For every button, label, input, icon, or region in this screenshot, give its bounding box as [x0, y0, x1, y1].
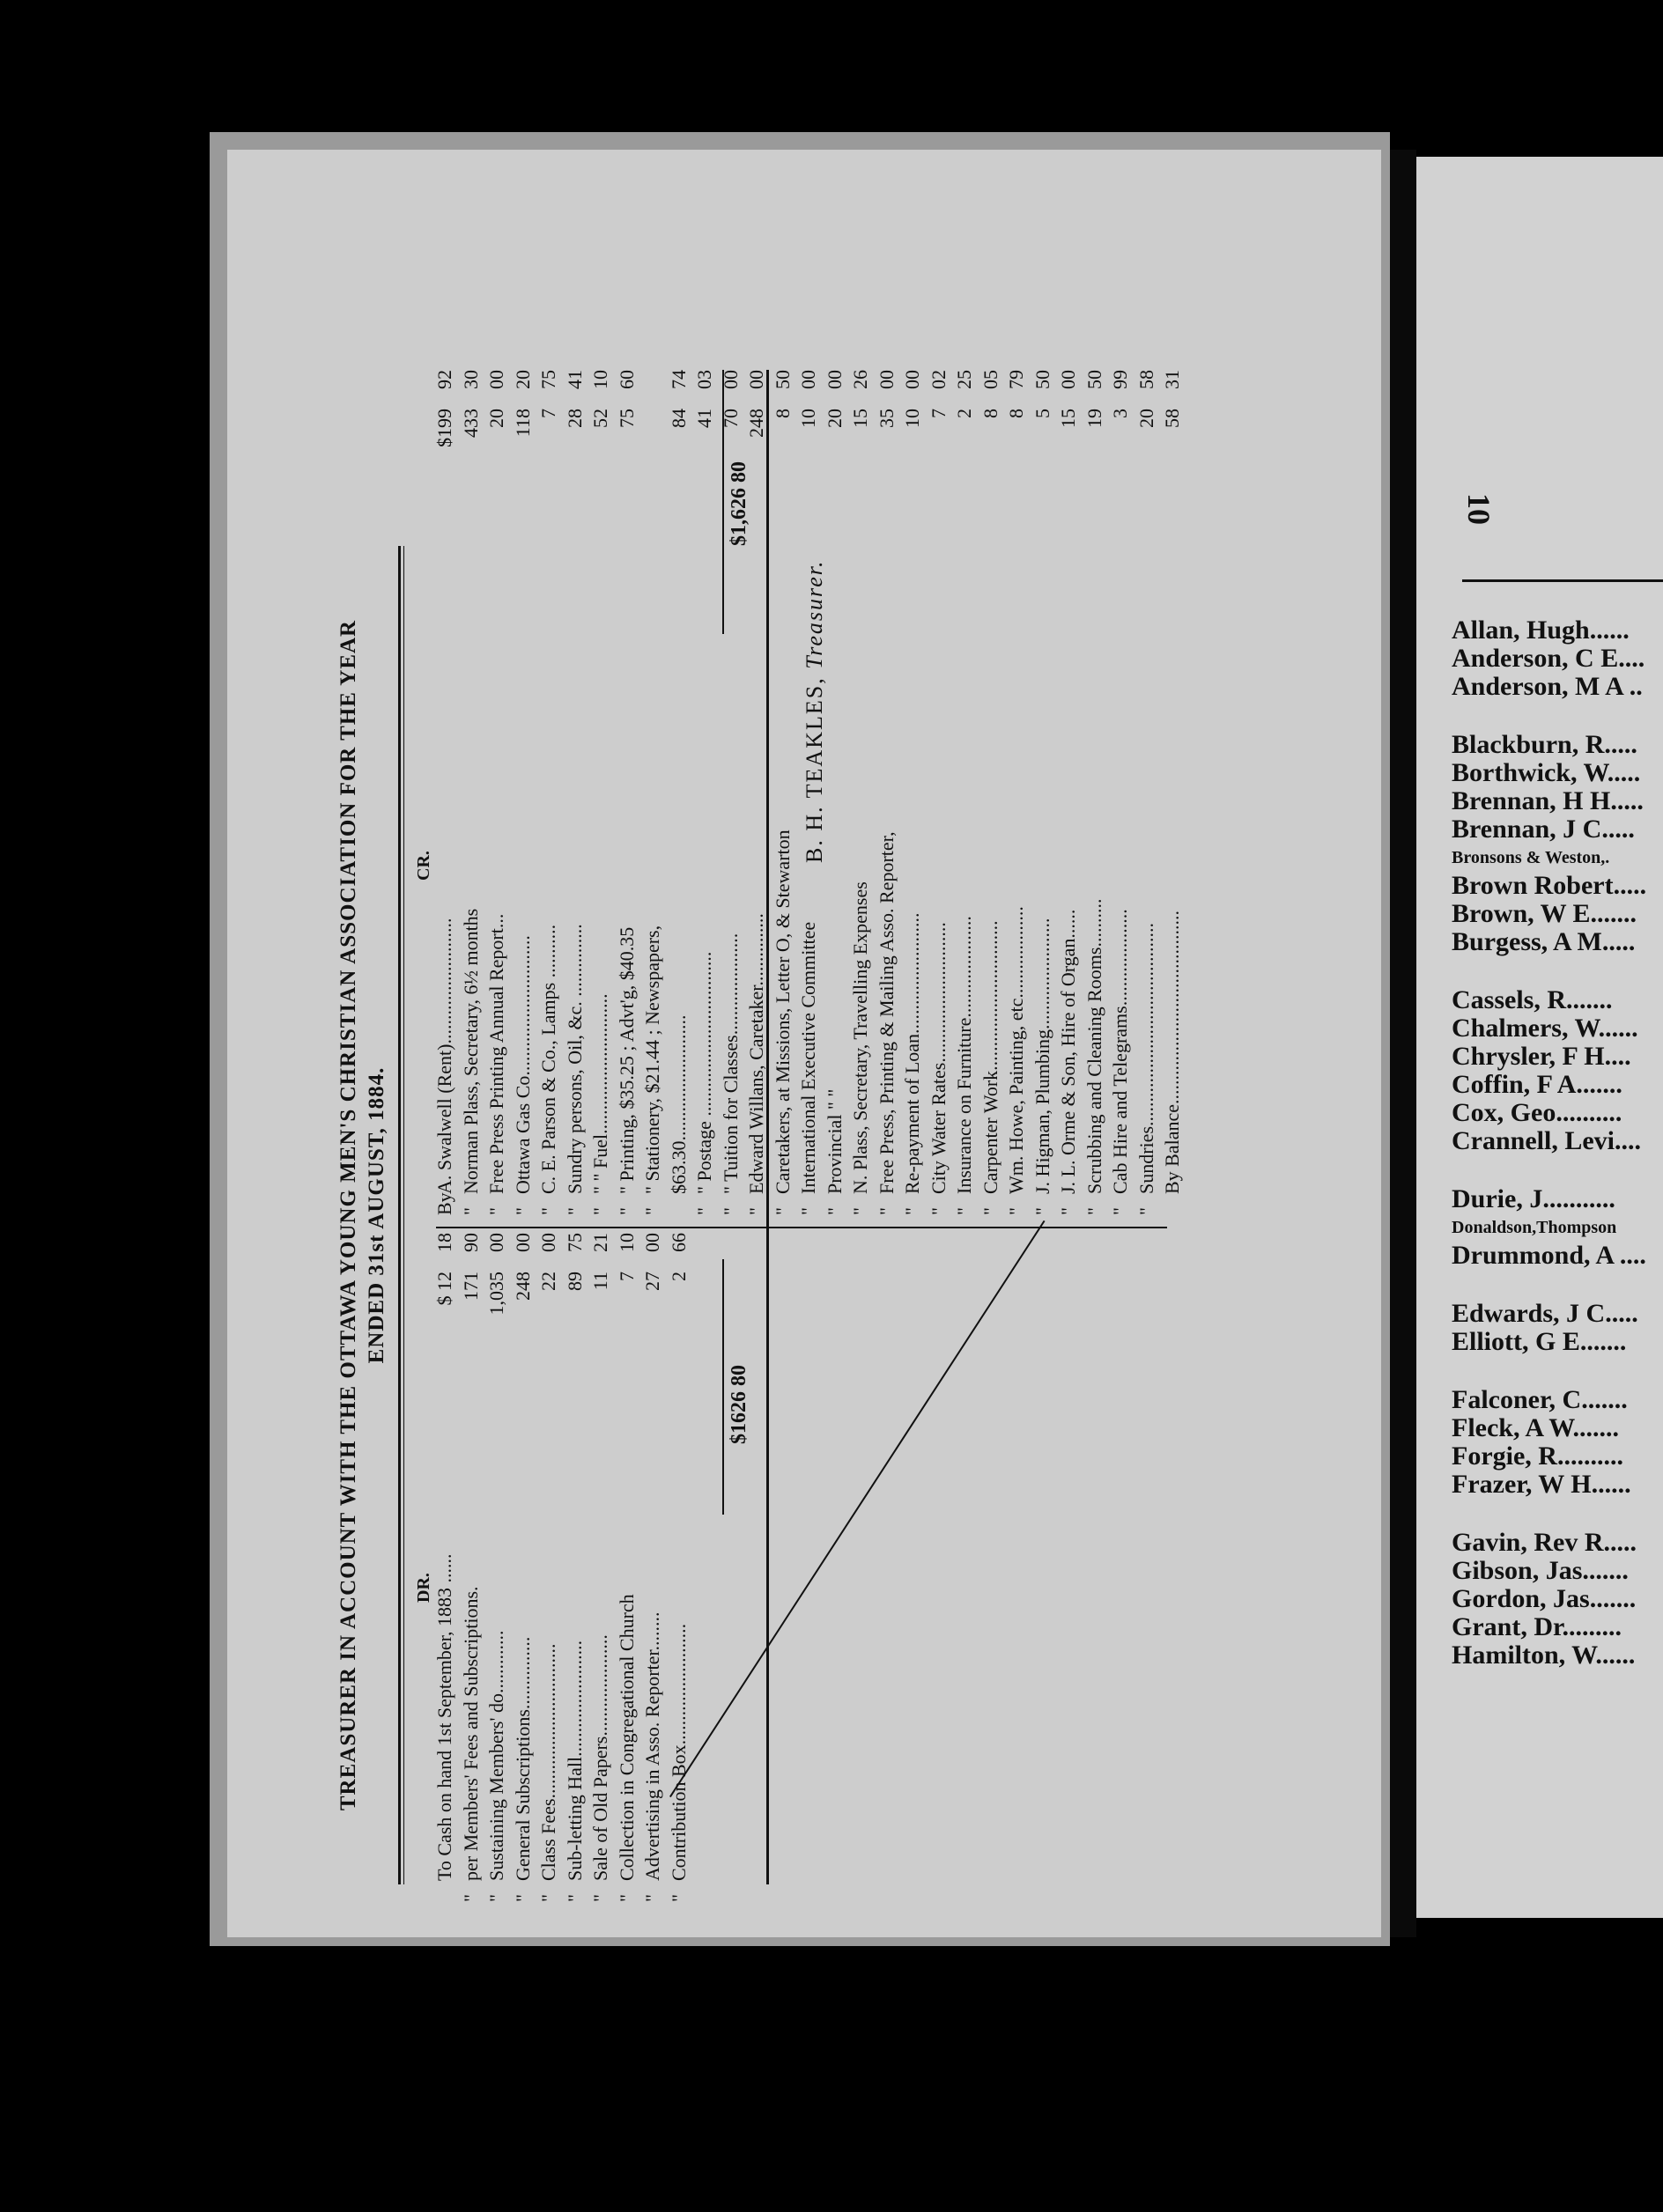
subscriber-name: Gordon, Jas.......: [1452, 1584, 1637, 1613]
name-group-gap: [1452, 956, 1646, 986]
credit-row: [770, 370, 796, 1215]
credit-row: [1134, 370, 1160, 1215]
credit-cents: 00: [875, 370, 898, 389]
credit-label: Scrubbing and Cleaning Rooms..........: [1083, 898, 1105, 1194]
debit-amount: $ 12: [433, 1272, 455, 1306]
credit-label: Caretakers, at Missions, Letter O, & Stewarton: [771, 830, 794, 1194]
subscriber-name: Anderson, M A ..: [1452, 672, 1643, 701]
credit-cents: 00: [1057, 370, 1079, 389]
debit-cents: 66: [667, 1233, 690, 1252]
debit-cents: 90: [459, 1233, 482, 1252]
credit-label: Sundries..........................................: [1135, 923, 1157, 1194]
credit-label: Edward Willans, Caretaker...............: [745, 913, 767, 1194]
credit-amount: 19: [1083, 409, 1105, 428]
credit-row: [874, 370, 900, 1215]
debit-ditto: ": [615, 1894, 638, 1902]
subscriber-name: Allan, Hugh......: [1452, 616, 1630, 645]
credit-amount: 15: [849, 409, 871, 428]
credit-label: " Tuition for Classes.....................: [719, 933, 742, 1194]
credit-cents: 03: [693, 370, 715, 389]
credit-ditto: ": [719, 1207, 742, 1215]
credit-cents: 58: [1135, 370, 1157, 389]
credit-amount: 8: [1005, 409, 1027, 418]
credit-amount: 8: [771, 409, 794, 418]
title-rule-thick: [398, 546, 401, 1884]
debit-heading: DR.: [414, 1573, 433, 1603]
debit-label: Sustaining Members' do.............: [485, 1630, 507, 1881]
credit-amount: 433: [459, 409, 482, 438]
debit-amount: 248: [511, 1272, 534, 1301]
debit-row: [510, 1233, 536, 1902]
subscriber-name: Chrysler, F H....: [1452, 1042, 1631, 1071]
credit-cents: 30: [459, 370, 482, 389]
credit-amount: 20: [1135, 409, 1157, 428]
debit-cents: 21: [589, 1233, 611, 1252]
subscriber-name: Brennan, J C.....: [1452, 815, 1635, 844]
credit-amount: 28: [563, 409, 586, 428]
title-line-2: ENDED 31st AUGUST, 1884.: [365, 1066, 388, 1364]
credit-ditto: ": [953, 1207, 975, 1215]
debit-row: [639, 1233, 666, 1902]
credit-row: [899, 370, 926, 1215]
credit-ditto: ": [511, 1207, 534, 1215]
debit-row: [536, 1233, 562, 1902]
credit-label: Re-payment of Loan.........................: [901, 912, 923, 1194]
credit-label: Wm. Howe, Painting, etc...................: [1005, 906, 1027, 1194]
debit-row: [562, 1233, 588, 1902]
credit-label: C. E. Parson & Co., Lamps ...........: [537, 924, 559, 1194]
credit-label: A. Swalwell (Rent)..........................: [433, 918, 455, 1194]
credit-ditto: ": [563, 1207, 586, 1215]
signature-title: Treasurer.: [802, 559, 827, 669]
credit-row: [432, 370, 458, 1215]
credit-label: By Balance........................................: [1161, 910, 1183, 1194]
debit-cents: 75: [563, 1233, 586, 1252]
credit-ditto: ": [1031, 1207, 1053, 1215]
credit-label: Cab Hire and Telegrams....................: [1109, 909, 1131, 1194]
credit-cents: 02: [927, 370, 950, 389]
credit-ditto: ": [745, 1207, 767, 1215]
credit-cents: 50: [1031, 370, 1053, 389]
credit-label: " " Fuel.............................: [589, 993, 611, 1194]
debit-row: [484, 1233, 510, 1902]
credit-row: [926, 370, 952, 1215]
debit-ditto: ": [459, 1894, 482, 1902]
statement-title: [335, 564, 391, 1867]
subscriber-name: Cassels, R.......: [1452, 985, 1613, 1014]
credit-label: City Water Rates.............................: [927, 922, 950, 1194]
credit-cents: 31: [1161, 370, 1183, 389]
credit-ditto: By: [433, 1192, 455, 1215]
subscriber-name: Durie, J...........: [1452, 1184, 1615, 1213]
debit-label: Sale of Old Papers.....................: [589, 1634, 611, 1881]
credit-ditto: ": [537, 1207, 559, 1215]
debit-amount: 27: [641, 1272, 663, 1291]
credit-amount: 118: [511, 409, 534, 438]
cancel-line: [669, 1220, 1045, 1797]
credit-cents: 10: [589, 370, 611, 389]
credit-ditto: ": [1083, 1207, 1105, 1215]
credit-ditto: [1159, 1194, 1186, 1215]
credit-label: J. Higman, Plumbing.......................: [1031, 918, 1053, 1194]
credit-cents: 92: [433, 370, 455, 389]
credit-row: [510, 370, 536, 1215]
subscriber-name: Edwards, J C.....: [1452, 1299, 1638, 1328]
subscriber-name: Drummond, A ....: [1452, 1241, 1646, 1270]
credit-row: [458, 370, 484, 1215]
credit-amount: 52: [589, 409, 611, 428]
credit-amount: 10: [797, 409, 819, 428]
credit-cents: 99: [1109, 370, 1131, 389]
credit-ditto: [666, 1194, 692, 1215]
credit-label: " Stationery, $21.44 ; Newspapers,: [641, 925, 663, 1194]
credit-row: [484, 370, 510, 1215]
credit-amount: [639, 409, 666, 505]
debit-cents: 10: [615, 1233, 638, 1252]
debit-total: $1626 80: [728, 1365, 750, 1444]
subscriber-name-list: [1452, 616, 1646, 1670]
credit-row: [1055, 370, 1082, 1215]
subscriber-name: Forgie, R..........: [1452, 1441, 1623, 1471]
name-group-gap: [1452, 701, 1646, 731]
credit-ditto: ": [1109, 1207, 1131, 1215]
credit-label: International Executive Committee: [797, 921, 819, 1194]
subscriber-name: Bronsons & Weston,.: [1452, 848, 1610, 867]
debit-cents: 18: [433, 1233, 455, 1252]
credit-amount: $199: [433, 409, 455, 447]
debit-amount: 89: [563, 1272, 586, 1291]
credit-cents: 41: [563, 370, 586, 389]
credit-ditto: ": [875, 1207, 898, 1215]
footer-rule: [766, 370, 769, 1884]
debit-amount: 1,035: [485, 1272, 507, 1316]
subscriber-name: Brown, W E.......: [1452, 899, 1637, 928]
credit-label: Carpenter Work...............................: [979, 920, 1001, 1194]
credit-row: [1003, 370, 1030, 1215]
book-gutter: [1390, 150, 1416, 1937]
debit-amount: 11: [589, 1272, 611, 1291]
credit-row: [1159, 370, 1186, 1215]
credit-cents: 50: [771, 370, 794, 389]
subscriber-name: Brennan, H H.....: [1452, 786, 1644, 815]
debit-row: [666, 1233, 692, 1902]
credit-amount: 8: [979, 409, 1001, 418]
credit-ditto: ": [641, 1207, 663, 1215]
credit-cents: 60: [615, 370, 638, 389]
credit-row: [1082, 370, 1108, 1215]
credit-row: [1030, 370, 1056, 1215]
subscriber-name: Donaldson,Thompson: [1452, 1218, 1617, 1237]
credit-label: Norman Plass, Secretary, 6½ months: [459, 908, 482, 1194]
credit-cents: [639, 370, 666, 409]
credit-row: [562, 370, 588, 1215]
credit-cents: 05: [979, 370, 1001, 389]
debit-ditto: ": [485, 1894, 507, 1902]
credit-label: Provincial " ": [823, 1088, 846, 1194]
credit-amount: 20: [485, 409, 507, 428]
credit-ditto: ": [771, 1207, 794, 1215]
credit-ditto: ": [823, 1207, 846, 1215]
credit-cents: 50: [1083, 370, 1105, 389]
debit-ditto: ": [537, 1894, 559, 1902]
subscriber-name: Hamilton, W......: [1452, 1641, 1636, 1670]
credit-cents: 20: [511, 370, 534, 389]
name-group-gap: [1452, 1155, 1646, 1185]
debit-ditto: ": [511, 1894, 534, 1902]
credit-label: J. L. Orme & Son, Hire of Organ......: [1057, 909, 1079, 1194]
debit-amount: 7: [615, 1272, 638, 1281]
debit-label: per Members' Fees and Subscriptions.: [459, 1586, 482, 1881]
credit-amount: 15: [1057, 409, 1079, 428]
credit-row: [1107, 370, 1134, 1215]
credit-cents: 75: [537, 370, 559, 389]
subscriber-name: Crannell, Levi....: [1452, 1126, 1641, 1155]
name-group-gap: [1452, 1356, 1646, 1386]
debit-label: Collection in Congregational Church: [615, 1594, 638, 1881]
credit-amount: 3: [1109, 409, 1131, 418]
credit-label: Insurance on Furniture.....................: [953, 916, 975, 1194]
credit-ditto: ": [485, 1207, 507, 1215]
credit-cents: 25: [953, 370, 975, 389]
credit-ditto: ": [1057, 1207, 1079, 1215]
credit-row: [639, 370, 666, 1215]
credit-cents: 26: [849, 370, 871, 389]
subscriber-name: Brown Robert.....: [1452, 871, 1647, 900]
debit-label: Advertising in Asso. Reporter........: [641, 1611, 663, 1881]
credit-label: Free Press Printing Annual Report...: [485, 913, 507, 1194]
credit-ditto: ": [849, 1207, 871, 1215]
credit-ditto: ": [1135, 1207, 1157, 1215]
debit-entries: [432, 1233, 691, 1902]
debit-row: [614, 1233, 640, 1902]
subscriber-name: Grant, Dr.........: [1452, 1612, 1622, 1641]
credit-ditto: ": [927, 1207, 950, 1215]
subscriber-name: Frazer, W H......: [1452, 1470, 1631, 1499]
credit-cents: 00: [719, 370, 742, 389]
debit-ditto: ": [563, 1894, 586, 1902]
credit-row: [588, 370, 614, 1215]
credit-row: [847, 370, 874, 1215]
credit-cents: 79: [1005, 370, 1027, 389]
debit-label: Class Fees................................: [537, 1643, 559, 1881]
treasurer-signature: [802, 560, 828, 863]
subscriber-name: Anderson, C E....: [1452, 644, 1645, 673]
credit-label: Free Press, Printing & Mailing Asso. Reporter,: [875, 831, 898, 1194]
credit-amount: 248: [745, 409, 767, 438]
debit-cents: 00: [641, 1233, 663, 1252]
credit-cents: 74: [667, 370, 690, 389]
credit-ditto: ": [1005, 1207, 1027, 1215]
credit-ditto: ": [979, 1207, 1001, 1215]
subscriber-name: Gibson, Jas.......: [1452, 1556, 1629, 1585]
debit-cents: 00: [537, 1233, 559, 1252]
debit-ditto: ": [641, 1894, 663, 1902]
credit-total-rule: [722, 370, 724, 634]
credit-amount: 20: [823, 409, 846, 428]
debit-amount: 171: [459, 1272, 482, 1301]
debit-ditto: ": [589, 1894, 611, 1902]
subscriber-name: Falconer, C.......: [1452, 1385, 1628, 1414]
debit-row: [432, 1233, 458, 1902]
credit-row: [978, 370, 1004, 1215]
credit-cents: 00: [901, 370, 923, 389]
debit-amount: 2: [667, 1272, 690, 1281]
credit-label: $63.30..........................: [667, 1014, 690, 1194]
debit-row: [588, 1233, 614, 1902]
credit-ditto: ": [589, 1207, 611, 1215]
credit-row: [951, 370, 978, 1215]
debit-cents: 00: [485, 1233, 507, 1252]
credit-amount: 84: [667, 409, 690, 428]
subscriber-name: Cox, Geo..........: [1452, 1098, 1622, 1127]
credit-row: [666, 370, 692, 1215]
credit-label: " Printing, $35.25 ; Advt'g, $40.35: [615, 926, 638, 1194]
debit-row: [458, 1233, 484, 1902]
name-group-gap: [1452, 1499, 1646, 1529]
credit-cents: 00: [745, 370, 767, 389]
credit-amount: 5: [1031, 409, 1053, 418]
credit-ditto: ": [615, 1207, 638, 1215]
credit-amount: 35: [875, 409, 898, 428]
subscriber-name: Elliott, G E.......: [1452, 1327, 1627, 1356]
credit-label: N. Plass, Secretary, Travelling Expenses: [849, 881, 871, 1194]
credit-total: $1,626 80: [728, 461, 750, 546]
credit-label: Ottawa Gas Co.............................: [511, 935, 534, 1194]
facing-page-rule: [1462, 579, 1663, 582]
name-group-gap: [1452, 1270, 1646, 1300]
credit-cents: 00: [823, 370, 846, 389]
column-divider: [436, 1227, 1167, 1228]
credit-label: Sundry persons, Oil, &c. ...............: [563, 924, 586, 1194]
subscriber-name: Gavin, Rev R.....: [1452, 1528, 1637, 1557]
credit-amount: 10: [901, 409, 923, 428]
credit-amount: 58: [1161, 409, 1183, 428]
signature-name: B. H. TEAKLES,: [802, 676, 827, 863]
subscriber-name: Fleck, A W.......: [1452, 1413, 1620, 1442]
debit-ditto: ": [667, 1894, 690, 1902]
credit-amount: 70: [719, 409, 742, 428]
credit-heading: CR.: [414, 851, 433, 881]
debit-label: General Subscriptions...............: [511, 1636, 534, 1881]
credit-ditto: ": [459, 1207, 482, 1215]
credit-amount: 2: [953, 409, 975, 418]
credit-ditto: ": [693, 1207, 715, 1215]
subscriber-name: Coffin, F A.......: [1452, 1070, 1622, 1099]
credit-amount: 75: [615, 409, 638, 428]
credit-label: " Postage ..................................: [693, 951, 715, 1194]
credit-ditto: ": [797, 1207, 819, 1215]
debit-label: Sub-letting Hall........................: [563, 1640, 586, 1881]
credit-ditto: ": [901, 1207, 923, 1215]
debit-label: Contribution Box.........................: [667, 1623, 690, 1881]
debit-label: To Cash on hand 1st September, 1883 ......: [433, 1553, 455, 1881]
subscriber-name: Blackburn, R.....: [1452, 730, 1637, 759]
debit-amount: 22: [537, 1272, 559, 1291]
credit-row: [614, 370, 640, 1215]
title-rule-thin: [403, 546, 404, 1884]
credit-amount: 41: [693, 409, 715, 428]
debit-total-rule: [722, 1259, 724, 1515]
debit-cents: 00: [511, 1233, 534, 1252]
credit-amount: 7: [537, 409, 559, 418]
credit-cents: 00: [797, 370, 819, 389]
credit-row: [536, 370, 562, 1215]
debit-ditto: [432, 1881, 458, 1902]
credit-amount: 7: [927, 409, 950, 418]
treasurer-account-statement: [335, 370, 1374, 1920]
page-number: 10: [1461, 493, 1497, 525]
subscriber-name: Chalmers, W......: [1452, 1014, 1638, 1043]
subscriber-name: Burgess, A M.....: [1452, 927, 1636, 956]
credit-cents: 00: [485, 370, 507, 389]
credit-row: [691, 370, 718, 1215]
subscriber-name: Borthwick, W.....: [1452, 758, 1641, 787]
title-line-1: TREASURER IN ACCOUNT WITH THE OTTAWA YOUNG MEN'S CHRISTIAN ASSOCIATION FOR THE YEAR: [336, 619, 360, 1811]
